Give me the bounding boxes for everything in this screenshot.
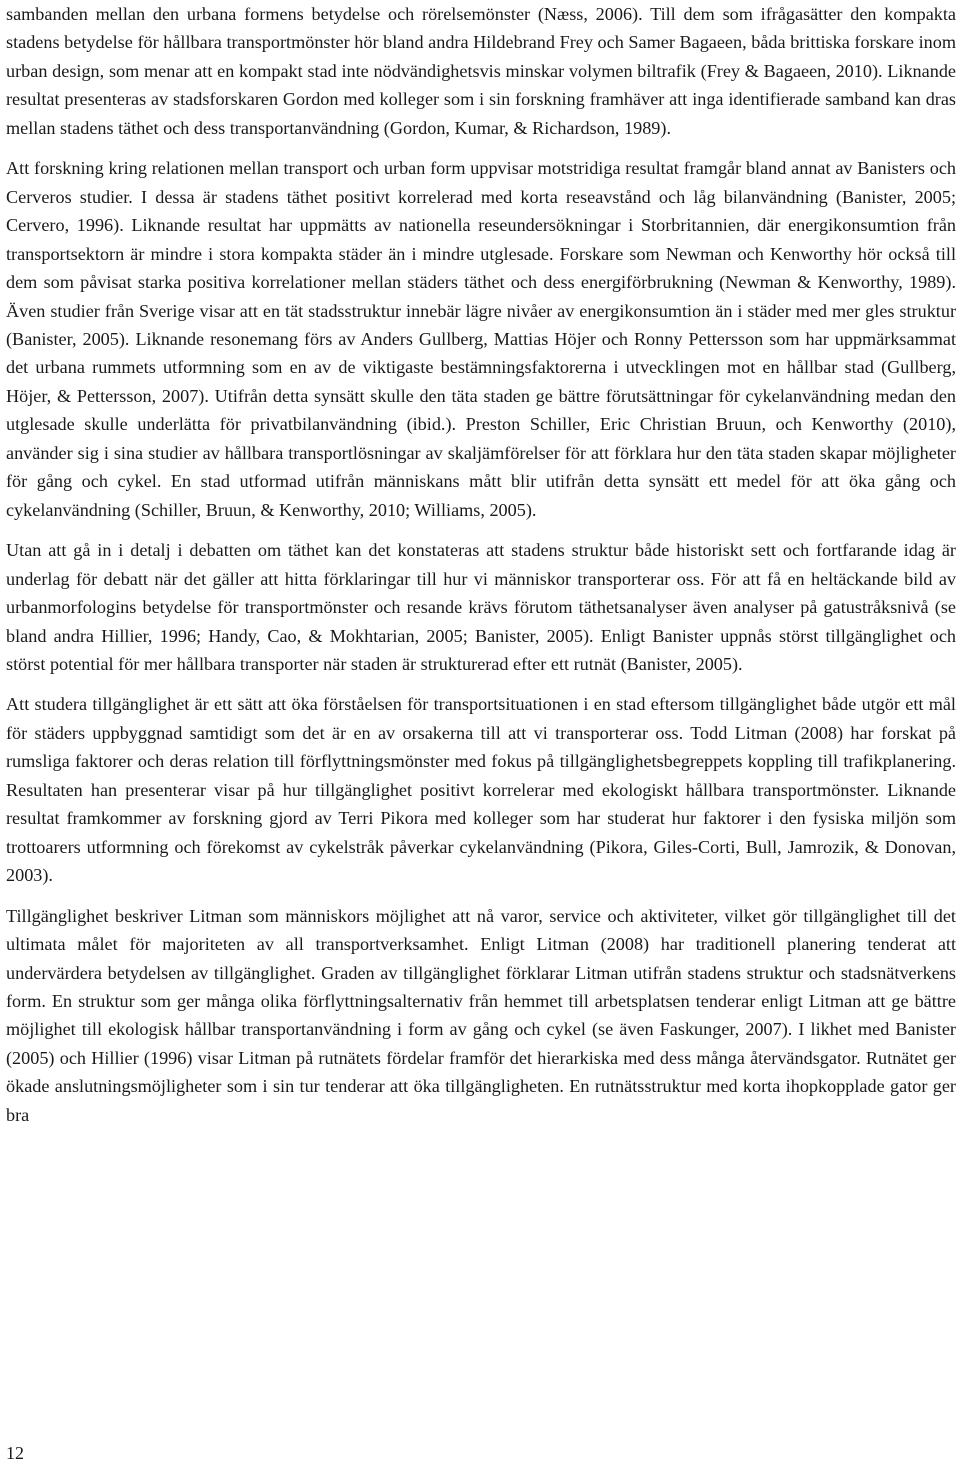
paragraph-gap (6, 142, 956, 154)
paragraph-gap (6, 678, 956, 690)
page-number: 12 (6, 1443, 24, 1463)
document-page (6, 0, 956, 1129)
paragraph-4: Att studera tillgänglighet är ett sätt att öka förståelsen för transportsituationen i en stad eftersom tillgänglighet både utgör ett mål för städers uppbyggnad samtidigt som det är en av orsakerna till att vi transporterar oss. Todd Litman (2008) har forskat på rumsliga faktorer och deras relation till förflyttningsmönster med fokus på tillgänglighetsbegreppets koppling till trafikplanering. Resultaten han presenterar visar på hur tillgänglighet positivt korrelerar med ekologiskt hållbara transportmönster. Liknande resultat framkommer av forskning gjord av Terri Pikora med kolleger som har studerat hur faktorer i den fysiska miljön som trottoarers utformning och förekomst av cykelstråk påverkar cykelanvändning (Pikora, Giles-Corti, Bull, Jamrozik, & Donovan, 2003). (6, 694, 956, 886)
paragraph-5: Tillgänglighet beskriver Litman som människors möjlighet att nå varor, service och aktiviteter, vilket gör tillgänglighet till det ultimata målet för majoriteten av all transportverksamhet. Enligt Litman (2008) har traditionell planering tenderat att undervärdera betydelsen av tillgänglighet. Graden av tillgänglighet förklarar Litman utifrån stadens struktur och stadsnätverkens form. En struktur som ger många olika förflyttningsalternativ från hemmet till arbetsplatsen tenderar enligt Litman att ge bättre möjlighet till ekologisk hållbar transportanvändning i form av gång och cykel (se även Faskunger, 2007). I likhet med Banister (2005) och Hillier (1996) visar Litman på rutnätets fördelar framför det hierarkiska med dess många återvändsgator. Rutnätet ger ökade anslutningsmöjligheter som i sin tur tenderar att öka tillgängligheten. En rutnätsstruktur med korta ihopkopplade gator ger bra (6, 905, 956, 1125)
paragraph-2: Att forskning kring relationen mellan transport och urban form uppvisar motstridiga resultat framgår bland annat av Banisters och Cerveros studier. I dessa är stadens täthet positivt korrelerad med korta reseavstånd och låg bilanvändning (Banister, 2005; Cervero, 1996). Liknande resultat har uppmätts av nationella reseundersökningar i Storbritannien, där energikonsumtion från transportsektorn är mindre i stora kompakta städer än i mindre utglesade. Forskare som Newman och Kenworthy hör också till dem som påvisat starka positiva korrelationer mellan städers täthet och dess energiförbrukning (Newman & Kenworthy, 1989). Även studier från Sverige visar att en tät stadsstruktur innebär lägre nivåer av energikonsumtion än i städer med mer gles struktur (Banister, 2005). Liknande resonemang förs av Anders Gullberg, Mattias Höjer och Ronny Pettersson som har uppmärksammat det urbana rummets utformning som en av de viktigaste bestämningsfaktorerna i utvecklingen mot en hållbar stad (Gullberg, Höjer, & Pettersson, 2007). Utifrån detta synsätt skulle den täta staden ge bättre förutsättningar för cykelanvändning medan den utglesade skulle underlätta för privatbilanvändning (ibid.). Preston Schiller, Eric Christian Bruun, och Kenworthy (2010), använder sig i sina studier av hållbara transportlösningar av skaljämförelser för att förklara hur den täta staden skapar möjligheter för gång och cykel. En stad utformad utifrån människans mått blir utifrån detta synsätt ett medel för att öka gång och cykelanvändning (Schiller, Bruun, & Kenworthy, 2010; Williams, 2005). (6, 158, 956, 520)
paragraph-3: Utan att gå in i detalj i debatten om täthet kan det konstateras att stadens struktur både historiskt sett och fortfarande idag är underlag för debatt när det gäller att hitta förklaringar till hur vi människor transporterar oss. För att få en heltäckande bild av urbanmorfologins betydelse för transportmönster och resande krävs förutom täthetsanalyser även analyser på gatustråksnivå (se bland andra Hillier, 1996; Handy, Cao, & Mokhtarian, 2005; Banister, 2005). Enligt Banister uppnås störst tillgänglighet och störst potential för mer hållbara transporter när staden är strukturerad efter ett rutnät (Banister, 2005). (6, 540, 956, 674)
paragraph-gap (6, 890, 956, 902)
paragraph-gap (6, 524, 956, 536)
paragraph-1: sambanden mellan den urbana formens betydelse och rörelsemönster (Næss, 2006). Till dem som ifrågasätter den kompakta stadens betydelse för hållbara transportmönster hör bland andra Hildebrand Frey och Samer Bagaeen, båda brittiska forskare inom urban design, som menar att en kompakt stad inte nödvändighetsvis minskar volymen biltrafik (Frey & Bagaeen, 2010). Liknande resultat presenteras av stadsforskaren Gordon med kolleger som i sin forskning framhäver att inga identifierade samband kan dras mellan stadens täthet och dess transportanvändning (Gordon, Kumar, & Richardson, 1989). (6, 4, 956, 138)
